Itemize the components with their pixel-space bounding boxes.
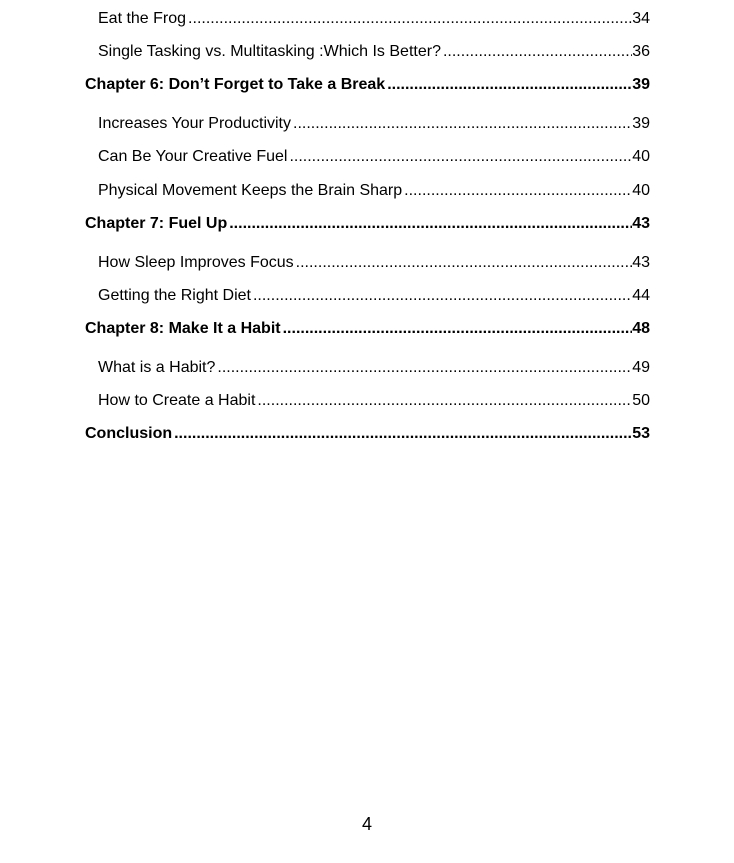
dot-leader bbox=[402, 180, 632, 202]
toc-entry-physical-movement[interactable] bbox=[0, 180, 734, 202]
dot-leader bbox=[294, 252, 633, 274]
toc-entry-creative-fuel[interactable] bbox=[0, 146, 734, 168]
toc-entry-page: 49 bbox=[632, 359, 650, 376]
toc-entry-page: 39 bbox=[632, 115, 650, 132]
toc-entry-chapter-8[interactable] bbox=[0, 318, 734, 340]
toc-entry-title: Chapter 7: Fuel Up bbox=[85, 215, 228, 232]
toc-entry-page: 44 bbox=[632, 287, 650, 304]
dot-leader bbox=[441, 41, 632, 63]
toc-entry-title: Physical Movement Keeps the Brain Sharp bbox=[98, 182, 403, 199]
toc-entry-title: Getting the Right Diet bbox=[98, 287, 251, 304]
toc-entry-title: Conclusion bbox=[85, 425, 173, 442]
toc-entry-page: 43 bbox=[632, 254, 650, 271]
toc-entry-title: Chapter 8: Make It a Habit bbox=[85, 320, 281, 337]
toc-entry-eat-the-frog[interactable] bbox=[0, 8, 734, 30]
dot-leader bbox=[251, 285, 632, 307]
toc-entry-title: How to Create a Habit bbox=[98, 392, 256, 409]
toc-entry-page: 53 bbox=[632, 425, 650, 442]
toc-entry-page: 40 bbox=[632, 182, 650, 199]
dot-leader bbox=[287, 146, 632, 168]
toc-entry-title: Single Tasking vs. Multitasking :Which Is Better? bbox=[98, 43, 441, 60]
dot-leader bbox=[291, 113, 632, 135]
toc-entry-title: Eat the Frog bbox=[98, 10, 187, 27]
toc-entry-title: Increases Your Productivity bbox=[98, 115, 291, 132]
toc-entry-chapter-6[interactable] bbox=[0, 74, 734, 96]
toc-entry-title: How Sleep Improves Focus bbox=[98, 254, 294, 271]
dot-leader bbox=[172, 423, 632, 445]
toc-entry-title: What is a Habit? bbox=[98, 359, 216, 376]
toc-entry-page: 34 bbox=[632, 10, 650, 27]
toc-entry-title: Can Be Your Creative Fuel bbox=[98, 148, 288, 165]
toc-entry-title: Chapter 6: Don’t Forget to Take a Break bbox=[85, 76, 386, 93]
toc-entry-single-tasking[interactable] bbox=[0, 41, 734, 63]
toc-entry-page: 48 bbox=[632, 320, 650, 337]
toc-entry-page: 40 bbox=[632, 148, 650, 165]
toc-entry-what-is-habit[interactable] bbox=[0, 357, 734, 379]
toc-entry-chapter-7[interactable] bbox=[0, 213, 734, 235]
dot-leader bbox=[385, 74, 632, 96]
toc-entry-page: 36 bbox=[632, 43, 650, 60]
dot-leader bbox=[255, 390, 632, 412]
dot-leader bbox=[227, 213, 632, 235]
dot-leader bbox=[281, 318, 633, 340]
toc-entry-right-diet[interactable] bbox=[0, 285, 734, 307]
toc-entry-increases-productivity[interactable] bbox=[0, 113, 734, 135]
toc-entry-conclusion[interactable] bbox=[0, 423, 734, 445]
dot-leader bbox=[215, 357, 632, 379]
toc-entry-page: 43 bbox=[632, 215, 650, 232]
dot-leader bbox=[186, 8, 632, 30]
page-number: 4 bbox=[361, 814, 372, 834]
toc-entry-create-habit[interactable] bbox=[0, 390, 734, 412]
toc-entry-page: 39 bbox=[632, 76, 650, 93]
toc-entry-sleep-focus[interactable] bbox=[0, 252, 734, 274]
toc-entry-page: 50 bbox=[632, 392, 650, 409]
